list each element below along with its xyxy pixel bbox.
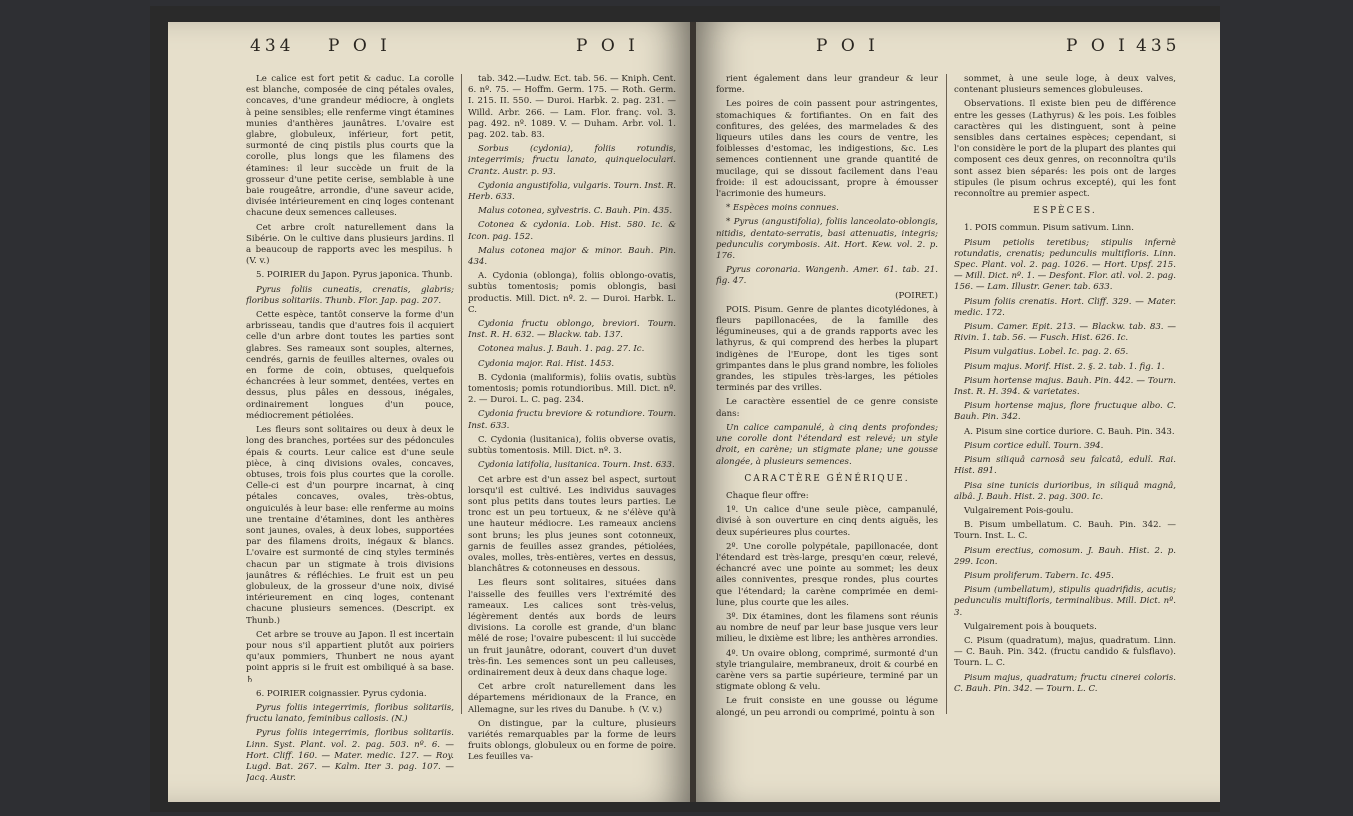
paragraph: A. Cydonia (oblonga), foliis oblongo-ovatis, subtùs tomentosis; pomis oblongis, basi productis. Mill. Dict. nº. 2. — Duroi. Harbk. L. C.	[468, 271, 676, 315]
paragraph: 1º. Un calice d'une seule pièce, campanulé, divisé à son ouverture en cinq dents aiguës, les deux supérieures plus courtes.	[716, 505, 938, 538]
paragraph: Pisum proliferum. Tabern. Ic. 495.	[964, 570, 1114, 581]
paragraph: Les fleurs sont solitaires, situées dans l'aisselle des feuilles vers l'extrémité des rameaux. Les calices sont très-velus, légèrement dentés aux bords de leurs divisions. La corolle est grande, d'un blanc mêlé de rose; l'ovaire pubescent: il lui succède un fruit jaunâtre, odorant, couvert d'un duvet très-fin. Les semences sont un peu calleuses, ordinairement deux à deux dans chaque loge.	[468, 578, 676, 678]
right-page-header	[696, 36, 1220, 66]
paragraph: Pyrus foliis integerrimis, floribus solitariis. Linn. Syst. Plant. vol. 2. pag. 503. nº. 6. — Hort. Cliff. 160. — Mater. medic. 127. — Roy. Lugd. Bat. 267. — Kalm. Iter 3. pag. 107. — Jacq. Austr.	[246, 728, 454, 784]
paragraph: Chaque fleur offre:	[726, 490, 809, 501]
paragraph: 3º. Dix étamines, dont les filamens sont réunis au nombre de neuf par leur base jusque vers leur milieu, le dixième est libre; les anthères arrondies.	[716, 611, 938, 645]
running-title-left-r: P O I	[816, 36, 879, 56]
paragraph: Cydonia fructu oblongo, breviori. Tourn. Inst. R. H. 632. — Blackw. tab. 137.	[468, 319, 676, 341]
paragraph: On distingue, par la culture, plusieurs variétés remarquables par la forme de leurs fruits oblongs, globuleux ou en forme de poire. Les feuilles va-	[468, 718, 676, 763]
paragraph: Les poires de coin passent pour astringentes, stomachiques & fortifiantes. On en fait des confitures, des gelées, des marmelades & des liqueurs utiles dans les cours de ventre, les foiblesses d'estomac, les indigestions, &c. Les semences contiennent une grande quantité de mucilage, qui se dissout facilement dans l'eau froide: il est adoucissant, propre à émousser l'acrimonie des humeurs.	[716, 99, 938, 200]
paragraph: 2º. Une corolle polypétale, papillonacée, dont l'étendard est très-large, presqu'en cœur, relevé, échancré avec une pointe au sommet; les deux ailes conniventes, presque rondes, plus courtes que l'étendard; la carène comprimée en demi-lune, plus courte que les ailes.	[716, 541, 938, 608]
paragraph: Cydonia angustifolia, vulgaris. Tourn. Inst. R. Herb. 633.	[468, 180, 676, 203]
paragraph: Pisum hortense majus. Bauh. Pin. 442. — Tourn. Inst. R. H. 394. & varietates.	[954, 375, 1176, 398]
paragraph: Pisum siliquâ carnosâ seu falcatâ, edulî. Rai. Hist. 891.	[954, 455, 1176, 477]
paragraph: Cydonia latifolia, lusitanica. Tourn. Inst. 633.	[478, 460, 675, 471]
paragraph: Pisum petiolis teretibus; stipulis infernè rotundatis, crenatis; pedunculis multifloris. Linn. Spec. Plant. vol. 2. pag. 1026. — Hort. Upsf. 215. — Mill. Dict. nº. 1. — Desfont. Flor. atl. vol. 2. pag. 156. — Lam. Illustr. Gener. tab. 633.	[954, 237, 1176, 293]
paragraph: ESPÈCES.	[1033, 206, 1097, 217]
paragraph: Cydonia fructu breviore & rotundiore. Tourn. Inst. 633.	[468, 409, 676, 431]
paragraph: Pisum vulgatius. Lobel. Ic. pag. 2. 65.	[964, 347, 1129, 358]
page-number-right: 435	[1136, 36, 1181, 56]
paragraph: Cet arbre est d'un assez bel aspect, surtout lorsqu'il est cultivé. Les individus sauvages sont plus petits dans toutes leurs parties. Le tronc est un peu tortueux, & ne s'élève qu'à une hauteur médiocre. Les rameaux anciens sont bruns; les plus jeunes sont cotonneux, garnis de feuilles assez grandes, pétiolées, ovales, molles, très-entières, vertes en dessus, blanchâtres & cotonneuses en dessous.	[468, 474, 676, 575]
paragraph: rient également dans leur grandeur & leur forme.	[716, 74, 938, 96]
paragraph: C. Pisum (quadratum), majus, quadratum. Linn. — C. Bauh. Pin. 342. (fructu candido & fulsflavo). Tourn. L. C.	[954, 635, 1176, 669]
paragraph: Vulgairement pois à bouquets.	[964, 621, 1097, 632]
paragraph: Pisum foliis crenatis. Hort. Cliff. 329. — Mater. medic. 172.	[954, 296, 1176, 318]
column-rule-r	[946, 74, 947, 714]
paragraph: Malus cotonea major & minor. Bauh. Pin. 434.	[468, 245, 676, 268]
paragraph: B. Cydonia (maliformis), foliis ovatis, subtùs tomentosis; pomis rotundioribus. Mill. Dict. nº. 2. — Duroi. L. C. pag. 234.	[468, 372, 676, 406]
paragraph: Pisum cortice edulî. Tourn. 394.	[964, 440, 1104, 451]
right-column-2	[954, 74, 1176, 794]
paragraph: Cet arbre croît naturellement dans la Sibérie. On le cultive dans plusieurs jardins. Il a beaucoup de rapports avec les mespilus. ♄ (V. v.)	[246, 222, 454, 267]
paragraph: Pyrus foliis cuneatis, crenatis, glabris; floribus solitariis. Thunb. Flor. Jap. pag. 207.	[246, 284, 454, 306]
paragraph: Pyrus foliis integerrimis, floribus solitariis, fructu lanato, feminibus callosis. (N.)	[246, 702, 454, 725]
paragraph: POIS. Pisum. Genre de plantes dicotylédones, à fleurs papillonacées, de la famille des légumineuses, qui a de grands rapports avec les lathyrus, & qui comprend des herbes la plupart indigènes de l'Europe, dont les tiges sont grimpantes dans le plus grand nombre, les folioles grandes, les stipules très-larges, les pétioles terminés par des vrilles.	[716, 304, 938, 394]
running-title-right: P O I	[576, 36, 639, 56]
paragraph: Pisum majus. Morif. Hist. 2. §. 2. tab. 1. fig. 1.	[964, 361, 1165, 372]
paragraph: Pisum. Camer. Epit. 213. — Blackw. tab. 83. — Rivin. 1. tab. 56. — Fusch. Hist. 626. Ic.	[954, 322, 1176, 344]
paragraph: Cotonea malus. J. Bauh. 1. pag. 27. Ic.	[478, 344, 645, 355]
running-title-left: P O I	[328, 36, 391, 56]
paragraph: sommet, à une seule loge, à deux valves, contenant plusieurs semences globuleuses.	[954, 74, 1176, 96]
left-page-header	[168, 36, 690, 66]
paragraph: Cotonea & cydonia. Lob. Hist. 580. Ic. & Icon. pag. 152.	[468, 220, 676, 242]
right-column-1	[716, 74, 938, 794]
paragraph: Pisum (umbellatum), stipulis quadrifidis, acutis; pedunculis multifloris, terminalibus. Mill. Dict. nº. 3.	[954, 585, 1176, 618]
paragraph: 6. POIRIER coignassier. Pyrus cydonia.	[256, 688, 427, 699]
paragraph: Le caractère essentiel de ce genre consiste dans:	[716, 397, 938, 419]
paragraph: A. Pisum sine cortice duriore. C. Bauh. Pin. 343.	[964, 426, 1175, 437]
paragraph: tab. 342.—Ludw. Ect. tab. 56. — Kniph. Cent. 6. nº. 75. — Hoffm. Germ. 175. — Roth. Germ. I. 215. II. 550. — Duroi. Harbk. 2. pag. 231. — Willd. Arbr. 266. — Lam. Flor. franç. vol. 3. pag. 492. nº. 1089. V. — Duham. Arbr. vol. 1. pag. 202. tab. 83.	[468, 74, 676, 141]
paragraph: CARACTÈRE GÉNÉRIQUE.	[744, 473, 910, 484]
page-number-left: 434	[250, 36, 295, 56]
paragraph: Cette espèce, tantôt conserve la forme d'un arbrisseau, tandis que d'autres fois il acquiert celle d'un arbre dont toutes les parties sont glabres. Ses rameaux sont souples, alternes, cendrés, garnis de feuilles alternes, ovales ou en forme de coin, obtuses, quelquefois échancrées à leur sommet, dentées, vertes en dessus, plus pâles en dessous, inégales, ordinairement longues d'un pouce, médiocrement pétiolées.	[246, 310, 454, 421]
paragraph: Malus cotonea, sylvestris. C. Bauh. Pin. 435.	[478, 206, 673, 217]
paragraph: 4º. Un ovaire oblong, comprimé, surmonté d'un style triangulaire, membraneux, droit & courbé en carène vers sa partie supérieure, terminé par un stigmate oblong & velu.	[716, 648, 938, 693]
paragraph: Cydonia major. Rai. Hist. 1453.	[478, 358, 615, 369]
paragraph: 5. POIRIER du Japon. Pyrus japonica. Thunb.	[256, 270, 453, 281]
left-page	[168, 22, 690, 802]
paragraph: Sorbus (cydonia), foliis rotundis, integerrimis; fructu lanato, quinqueloculari. Crantz. Austr. p. 93.	[468, 144, 676, 177]
left-column-2	[468, 74, 676, 794]
running-title-right-r: P O I	[1066, 36, 1129, 56]
paragraph: Pisum majus, quadratum; fructu cinerei coloris. C. Bauh. Pin. 342. — Tourn. L. C.	[954, 672, 1176, 694]
paragraph: Le fruit consiste en une gousse ou légume alongé, un peu arrondi ou comprimé, pointu à son	[716, 696, 938, 718]
paragraph: Pisum hortense majus, flore fructuque albo. C. Bauh. Pin. 342.	[954, 401, 1176, 423]
paragraph: Vulgairement Pois-goulu.	[964, 505, 1074, 516]
paragraph: Pyrus coronaria. Wangenh. Amer. 61. tab. 21. fig. 47.	[716, 265, 938, 287]
paragraph: Pisum erectius, comosum. J. Bauh. Hist. 2. p. 299. Icon.	[954, 545, 1176, 567]
paragraph: C. Cydonia (lusitanica), foliis obverse ovatis, subtùs tomentosis. Mill. Dict. nº. 3.	[468, 434, 676, 457]
paragraph: Pisa sine tunicis durioribus, in siliquâ magnâ, albâ. J. Bauh. Hist. 2. pag. 300. Ic.	[954, 480, 1176, 502]
left-column-1	[246, 74, 454, 794]
column-rule	[461, 74, 462, 714]
paragraph: * Pyrus (angustifolia), foliis lanceolato-oblongis, nitidis, dentato-serratis, basi attenuatis, integris; pedunculis corymbosis. Ait. Hort. Kew. vol. 2. p. 176.	[716, 217, 938, 262]
paragraph: (POIRET.)	[895, 290, 938, 301]
paragraph: Les fleurs sont solitaires ou deux à deux le long des branches, portées sur des pédoncules épais & courts. Leur calice est d'une seule pièce, à cinq divisions ovales, concaves, obtuses, trois fois plus courtes que la corolle. Celle-ci est d'un pourpre incarnat, à cinq pétales concaves, ovales, très-obtus, onguiculés à leur base: elle renferme au moins une trentaine d'étamines, dont les anthères sont jaunes, ovales, à deux lobes, supportées par des filamens droits, inégaux & blancs. L'ovaire est surmonté de cinq styles terminés chacun par un stigmate à trois divisions jaunâtres & réfléchies. Le fruit est un peu globuleux, de la grosseur d'une noix, divisé intérieurement en cinq loges, contenant chacune plusieurs semences. (Descript. ex Thunb.)	[246, 425, 454, 626]
paragraph: Un calice campanulé, à cinq dents profondes; une corolle dont l'étendard est relevé; un style droit, en carène; un stigmate plane; une gousse alongée, à plusieurs semences.	[716, 422, 938, 467]
paragraph: B. Pisum umbellatum. C. Bauh. Pin. 342. — Tourn. Inst. L. C.	[954, 520, 1176, 542]
right-page	[696, 22, 1220, 802]
paragraph: Le calice est fort petit & caduc. La corolle est blanche, composée de cinq pétales ovales, concaves, d'une grandeur médiocre, à onglets à peine sensibles; elle renferme vingt étamines munies d'anthères jaunâtres. L'ovaire est glabre, globuleux, inférieur, fort petit, surmonté de cinq pistils plus courts que la corolle, plus longs que les filamens des étamines: il leur succède un fruit de la grosseur d'une petite cerise, semblable à une baie rougeâtre, arrondie, d'une saveur acide, divisée intérieurement en cinq loges contenant chacune deux semences calleuses.	[246, 74, 454, 219]
paragraph: 1. POIS commun. Pisum sativum. Linn.	[964, 223, 1134, 234]
paragraph: Cet arbre croît naturellement dans les départemens méridionaux de la France, en Allemagne, sur les rives du Danube. ♄ (V. v.)	[468, 682, 676, 715]
paragraph: * Espèces moins connues.	[726, 203, 839, 214]
paragraph: Cet arbre se trouve au Japon. Il est incertain pour nous s'il appartient plutôt aux poiriers qu'aux pommiers, Thunbert ne nous ayant point appris si le fruit est ombiliqué à sa base. ♄	[246, 629, 454, 685]
paragraph: Observations. Il existe bien peu de différence entre les gesses (Lathyrus) & les pois. Les foibles caractères qui les distinguent, sont à peine sensibles dans certaines espèces; cependant, si l'on considère le port de la plupart des plantes qui composent ces deux genres, on reconnoîtra qu'ils sont assez bien séparés: les pois ont de larges stipules (le pisum ochrus excepté), qui les font reconnoître au premier aspect.	[954, 99, 1176, 200]
